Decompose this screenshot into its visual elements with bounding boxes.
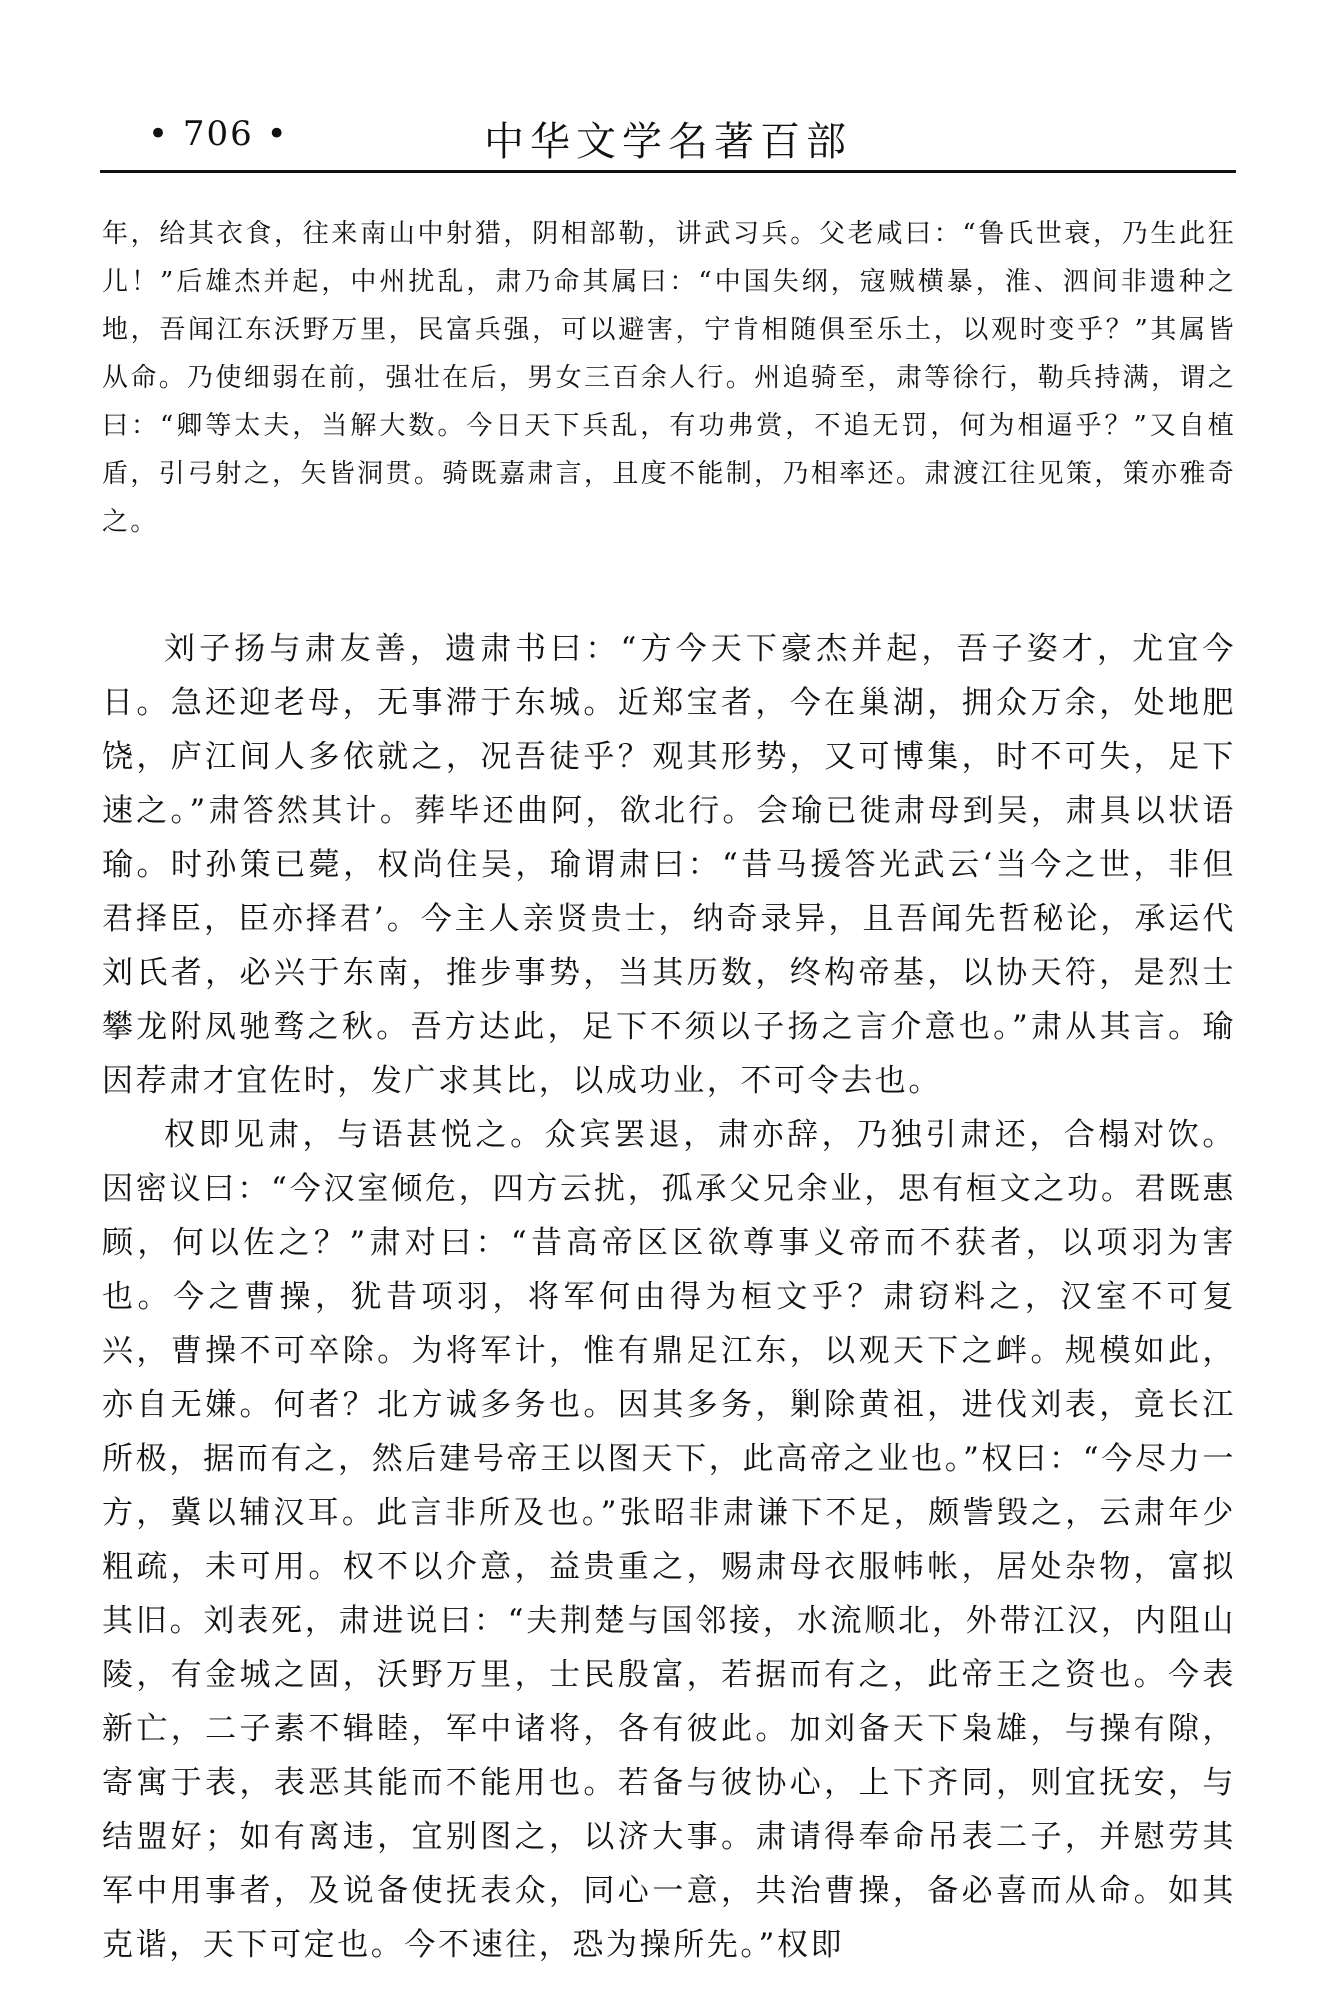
page-header xyxy=(100,106,1236,166)
indented-quote-block: 年，给其衣食，往来南山中射猎，阴相部勒，讲武习兵。父老咸曰：“鲁氏世衰，乃生此狂儿！”后雄杰并起，中州扰乱，肃乃命其属曰：“中国失纲，寇贼横暴，淮、泗间非遗种之地，吾闻江东沃野万里，民富兵强，可以避害，宁肯相随俱至乐土，以观时变乎？”其属皆从命。乃使细弱在前，强壮在后，男女三百余人行。州追骑至，肃等徐行，勒兵持满，谓之曰：“卿等太夫，当解大数。今日天下兵乱，有功弗赏，不追无罚，何为相逼乎？”又自植盾，引弓射之，矢皆洞贯。骑既嘉肃言，且度不能制，乃相率还。肃渡江往见策，策亦雅奇之。 xyxy=(102,219,1236,537)
paragraph-1: 刘子扬与肃友善，遗肃书曰：“方今天下豪杰并起，吾子姿才，尤宜今日。急还迎老母，无事滞于东城。近郑宝者，今在巢湖，拥众万余，处地肥饶，庐江间人多依就之，况吾徒乎？观其形势，又可博集，时不可失，足下速之。”肃答然其计。葬毕还曲阿，欲北行。会瑜已徙肃母到吴，肃具以状语瑜。时孙策已薨，权尚住吴，瑜谓肃曰：“昔马援答光武云‘当今之世，非但君择臣，臣亦择君’。今主人亲贤贵士，纳奇录异，且吾闻先哲秘论，承运代刘氏者，必兴于东南，推步事势，当其历数，终构帝基，以协天符，是烈士攀龙附凤驰骛之秋。吾方达此，足下不须以子扬之言介意也。”肃从其言。瑜因荐肃才宜佐时，发广求其比，以成功业，不可令去也。 xyxy=(102,631,1236,1099)
header-rule xyxy=(100,170,1236,173)
paragraph-2: 权即见肃，与语甚悦之。众宾罢退，肃亦辞，乃独引肃还，合榻对饮。因密议曰：“今汉室倾危，四方云扰，孤承父兄余业，思有桓文之功。君既惠顾，何以佐之？”肃对曰：“昔高帝区区欲尊事义帝而不获者，以项羽为害也。今之曹操，犹昔项羽，将军何由得为桓文乎？肃窃料之，汉室不可复兴，曹操不可卒除。为将军计，惟有鼎足江东，以观天下之衅。规模如此，亦自无嫌。何者？北方诚多务也。因其多务，剿除黄祖，进伐刘表，竟长江所极，据而有之，然后建号帝王以图天下，此高帝之业也。”权曰：“今尽力一方，冀以辅汉耳。此言非所及也。”张昭非肃谦下不足，颇訾毁之，云肃年少粗疏，未可用。权不以介意，益贵重之，赐肃母衣服帏帐，居处杂物，富拟其旧。刘表死，肃进说曰：“夫荆楚与国邻接，水流顺北，外带江汉，内阻山陵，有金城之固，沃野万里，士民殷富，若据而有之，此帝王之资也。今表新亡，二子素不辑睦，军中诸将，各有彼此。加刘备天下枭雄，与操有隙，寄寓于表，表恶其能而不能用也。若备与彼协心，上下齐同，则宜抚安，与结盟好；如有离违，宜别图之，以济大事。肃请得奉命吊表二子，并慰劳其军中用事者，及说备使抚表众，同心一意，共治曹操，备必喜而从命。如其克谐，天下可定也。今不速往，恐为操所先。”权即 xyxy=(102,1117,1236,1963)
page-number: • 706 • xyxy=(148,114,289,154)
running-title: 中华文学名著百部 xyxy=(484,119,852,165)
main-text xyxy=(102,622,1236,1972)
